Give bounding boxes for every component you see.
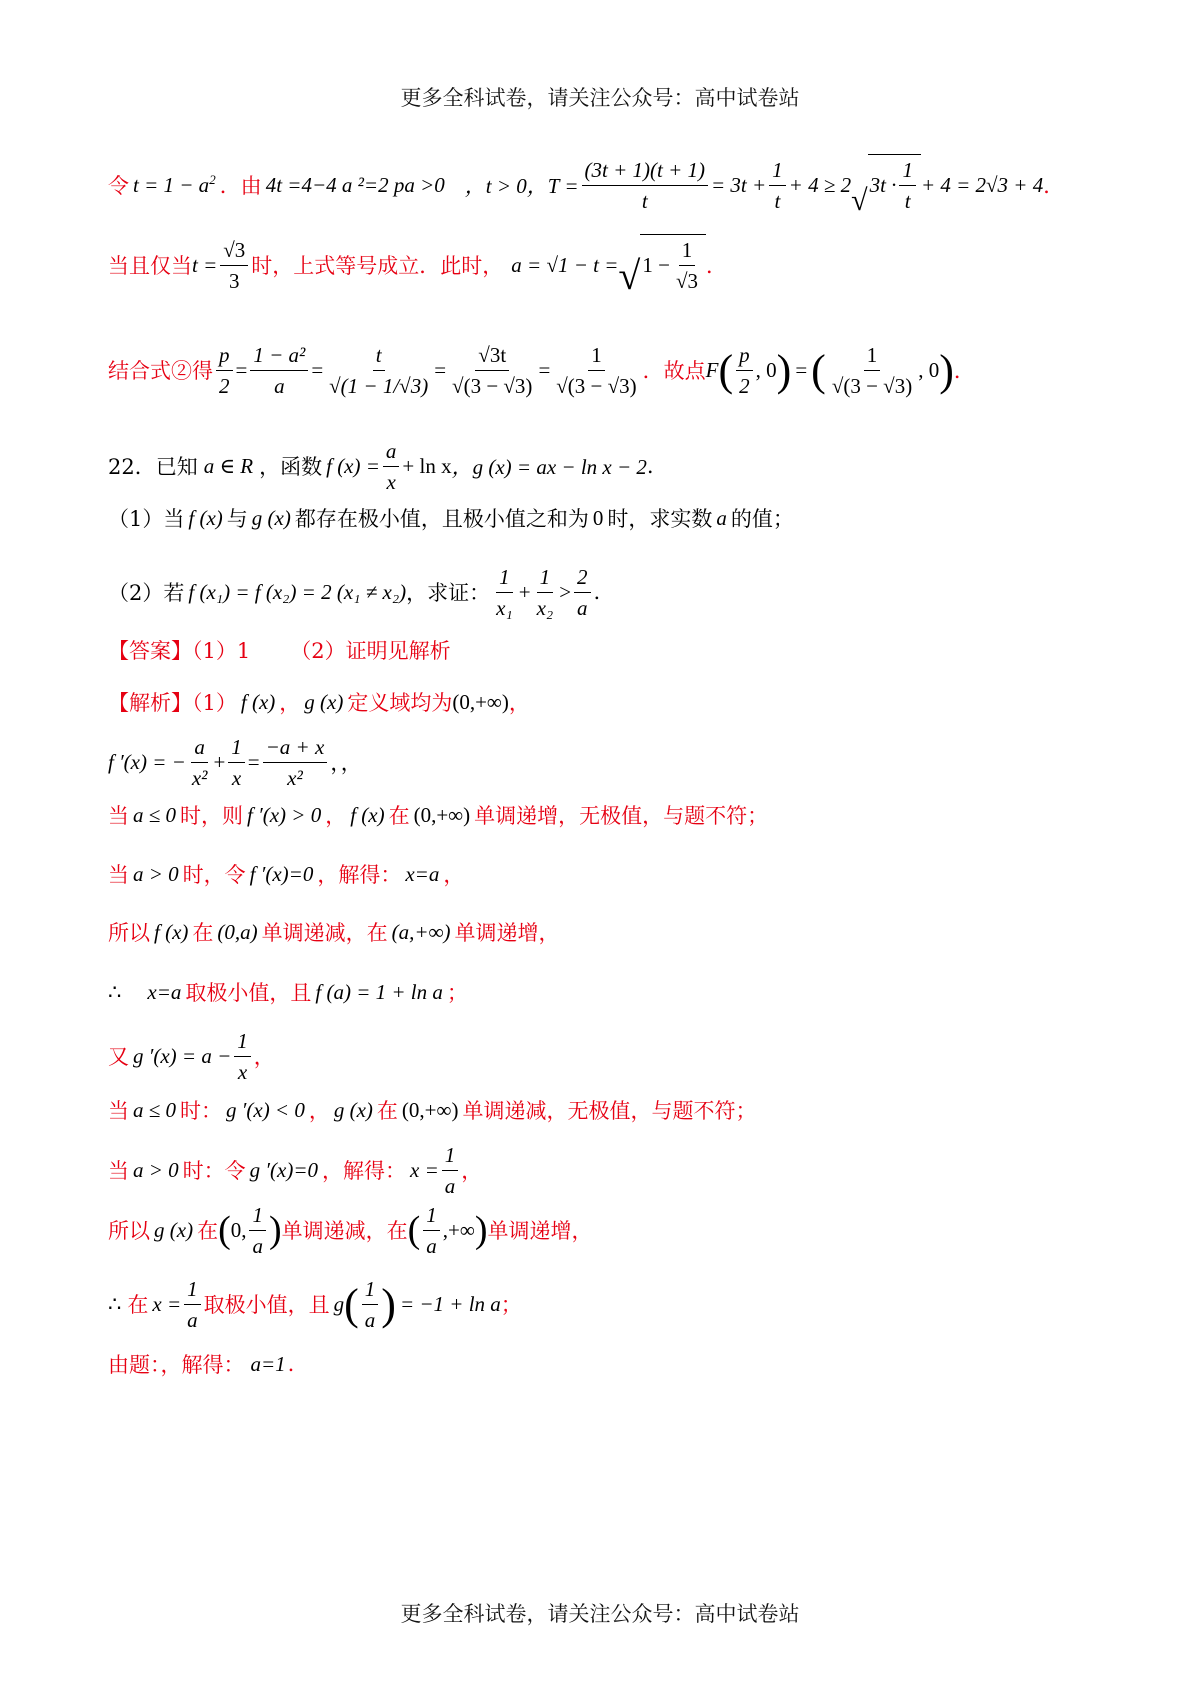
text-segment: 由题：，解得： bbox=[108, 1353, 245, 1377]
text: 时，上式等号成立．此时， bbox=[251, 254, 504, 278]
text-segment: a=1 bbox=[250, 1351, 286, 1376]
text: ．故点 bbox=[642, 359, 706, 383]
text-segment: 1 bbox=[362, 1274, 379, 1305]
text-segment: 单调递减，无极值，与题不符； bbox=[462, 1099, 757, 1123]
analysis-monotonic-f bbox=[108, 914, 1140, 950]
text-segment: 时，求实数 bbox=[607, 507, 713, 531]
text-segment: 当 bbox=[108, 1159, 129, 1183]
sqrt-expression: √ 3t · $\frac{1}{t}$ bbox=[851, 154, 921, 216]
text-segment: ， bbox=[325, 804, 347, 828]
text-segment: 1 bbox=[588, 340, 605, 371]
math: a = √1 − t = bbox=[511, 252, 619, 277]
text-segment: x=a bbox=[405, 861, 440, 886]
text-segment: 取极小值，且 bbox=[203, 1293, 330, 1317]
text-segment: x bbox=[237, 1059, 248, 1084]
text-segment: 1 bbox=[249, 1200, 266, 1231]
solution-line-focus: 结合式②得 $\frac{p}{2}$ = $\frac{\text{1 − a²}}{a}$ = $\frac{t}{√(1 - 1/√3)}$ = $\frac{√3t}{√(3 - √3)}$ = $\frac{1}{√(3 - √3)}$ ．故点 F ( $\frac{p}{2}$ , 0 ) = ( $\frac{1}{√(3 - √3)}$ , 0 ) ． bbox=[108, 325, 1140, 415]
text-segment: 所以 bbox=[108, 921, 150, 945]
text-segment: 当 bbox=[108, 863, 129, 887]
text-segment: 0 bbox=[592, 505, 604, 530]
text-segment: a bbox=[191, 732, 208, 763]
text-segment: 时：令 bbox=[182, 1159, 246, 1183]
text-segment: ，， bbox=[330, 751, 362, 775]
analysis-line-domain bbox=[108, 684, 1140, 720]
text-segment: f (x) bbox=[350, 802, 385, 827]
question-22-part1 bbox=[108, 500, 1140, 536]
fraction bbox=[829, 340, 915, 401]
math: + 4 ≥ 2 bbox=[788, 172, 852, 197]
math-t-def: $t = 1 - a^2$ bbox=[133, 172, 216, 197]
sqrt-expression: √ 1 − $\frac{1}{√3}$ bbox=[618, 234, 706, 296]
math-condition: 4t =4−4 a ²=2 pa >0 bbox=[265, 172, 445, 197]
text-segment: a bbox=[426, 1233, 437, 1258]
text: ，函数 bbox=[259, 455, 323, 479]
text-segment: > bbox=[559, 579, 572, 604]
text-segment: = −1 + ln a bbox=[399, 1291, 501, 1316]
text: 当且仅当 bbox=[108, 254, 192, 278]
text-segment: 在 bbox=[192, 921, 214, 945]
text-segment: 所以 bbox=[108, 1219, 150, 1243]
text-segment: x bbox=[231, 765, 242, 790]
text-segment: 时，则 bbox=[180, 804, 244, 828]
text-segment: √(3 − √3) bbox=[452, 373, 533, 398]
text-segment: √(1 − 1/√3) bbox=[329, 373, 429, 398]
derivative-g bbox=[108, 1024, 1140, 1088]
text-segment: a > 0 bbox=[133, 861, 179, 886]
fraction bbox=[216, 340, 233, 401]
text-segment: x₂ bbox=[536, 595, 554, 620]
text-segment: 的值； bbox=[730, 507, 794, 531]
text-segment: (0,+∞) bbox=[401, 1097, 459, 1122]
text-segment: = bbox=[247, 749, 260, 774]
text-segment: t bbox=[774, 188, 781, 213]
text-segment: t = 1 − a bbox=[133, 173, 210, 197]
text-segment: 当 bbox=[108, 804, 129, 828]
text-segment: (a,+∞) bbox=[391, 919, 451, 944]
text-segment: 取极小值，且 bbox=[185, 981, 312, 1005]
text-segment: a ≤ 0 bbox=[133, 802, 177, 827]
analysis-monotonic-g: 所以 g (x) 在 ( 0, $\frac{1}{a}$ ) 单调递减，在 ( $\frac{1}{a}$ ,+∞ ) 单调递增， bbox=[108, 1200, 1140, 1260]
solution-line-equality bbox=[108, 232, 1140, 298]
text-segment: . bbox=[287, 1352, 295, 1376]
text-segment: 1 bbox=[228, 732, 245, 763]
analysis-min-g: ∴ 在 x = $\frac{1}{a}$ 取极小值，且 g ( $\frac{1}{a}$ ) = −1 + ln a ； bbox=[108, 1272, 1140, 1336]
text-segment: 单调递减，在 bbox=[281, 1219, 408, 1243]
text-segment: a > 0 bbox=[133, 1157, 179, 1182]
math: a ∈ R bbox=[203, 453, 254, 478]
question-22-part2: （2）若 f (x₁) = f (x₂) = 2 (x₁ ≠ x₂) ，求证： $\frac{1}{\text{x₁}}$ + $\frac{1}{\text{x₂}}$ > $\frac{2}{a}$ . bbox=[108, 560, 1140, 624]
math: f (x) = bbox=[326, 453, 380, 478]
fraction bbox=[326, 340, 431, 401]
text-segment: g bbox=[333, 1291, 345, 1316]
text-segment: 1 bbox=[899, 155, 916, 186]
text-segment: 在 bbox=[127, 1293, 149, 1317]
text: 22．已知 bbox=[108, 455, 198, 479]
page-footer: 更多全科试卷，请关注公众号：高中试卷站 bbox=[400, 1602, 800, 1626]
text: ． bbox=[706, 254, 727, 278]
text-segment: ； bbox=[500, 1293, 522, 1317]
text-segment: g (x) bbox=[333, 1097, 373, 1122]
text: 令 bbox=[108, 174, 129, 198]
fraction bbox=[383, 436, 400, 497]
text-segment: 单调递减，在 bbox=[261, 921, 388, 945]
fraction bbox=[769, 155, 786, 216]
math: t = bbox=[192, 252, 218, 277]
analysis-min-f bbox=[108, 974, 1140, 1010]
text-segment: (3t + 1)(t + 1) bbox=[582, 155, 708, 186]
text-segment: . bbox=[593, 580, 601, 604]
text-segment: , 0 bbox=[918, 357, 940, 382]
fraction bbox=[736, 340, 753, 401]
text-segment: g (x) bbox=[251, 505, 291, 530]
text-segment: 1 − bbox=[642, 253, 670, 277]
text-segment: 1 − a² bbox=[250, 340, 308, 371]
text-segment: 3 bbox=[229, 268, 240, 293]
text-segment: a bbox=[444, 1173, 456, 1198]
text-segment: ∴ bbox=[108, 1291, 122, 1316]
text-segment: ，解得： bbox=[317, 863, 402, 887]
text-segment: 定义域均为 bbox=[347, 691, 453, 715]
text-segment: 0, bbox=[230, 1217, 247, 1242]
text-segment: g (x) bbox=[304, 689, 344, 714]
text-segment: g ′(x) = a − bbox=[133, 1043, 232, 1068]
text-segment: ， bbox=[308, 1099, 330, 1123]
text-segment: f (x) bbox=[240, 689, 276, 714]
text-segment: （2）若 bbox=[108, 581, 185, 605]
math-result: + 4 = 2√3 + 4 bbox=[920, 172, 1044, 197]
text-segment: x = bbox=[410, 1157, 439, 1182]
text-segment: 当 bbox=[108, 1099, 129, 1123]
text-segment: （1）当 bbox=[108, 507, 185, 531]
analysis-case-a-nonpositive-g bbox=[108, 1092, 1140, 1128]
text-segment: a bbox=[577, 595, 588, 620]
text-segment: f (x) bbox=[154, 919, 189, 944]
text: ．由 bbox=[219, 174, 262, 198]
text-segment: f (a) = 1 + ln a bbox=[315, 979, 443, 1004]
text: ． bbox=[1043, 174, 1065, 198]
text-segment: a bbox=[716, 505, 727, 530]
text-segment: p bbox=[216, 340, 233, 371]
text-segment: 在 bbox=[197, 1219, 219, 1243]
text-segment: g ′(x)=0 bbox=[249, 1157, 318, 1182]
text-segment: f ′(x) > 0 bbox=[247, 802, 322, 827]
answer-part2: （2）证明见解析 bbox=[290, 639, 451, 663]
text-segment: a bbox=[364, 1307, 376, 1332]
solution-line-t-substitution bbox=[108, 155, 1140, 215]
text-segment: 时： bbox=[180, 1099, 223, 1123]
text-segment: ，求证： bbox=[406, 581, 491, 605]
text-segment: x = bbox=[152, 1291, 182, 1316]
text-segment: (0,a) bbox=[217, 919, 258, 944]
text-segment: (0,+∞) bbox=[413, 802, 471, 827]
fraction bbox=[220, 235, 248, 296]
text-segment: = bbox=[795, 357, 808, 382]
text: 结合式②得 bbox=[108, 359, 213, 383]
text-segment: (0,+∞) bbox=[452, 689, 509, 714]
text-segment: x₁ bbox=[496, 595, 513, 620]
text-segment: f ′(x)=0 bbox=[249, 861, 314, 886]
analysis-case-a-positive-g bbox=[108, 1142, 1140, 1198]
math: = 3t + bbox=[710, 172, 767, 197]
text-segment: √(3 − √3) bbox=[556, 373, 637, 398]
text-segment: x² bbox=[287, 765, 303, 790]
text-segment: a bbox=[383, 436, 400, 467]
text-segment: 2 bbox=[219, 373, 230, 398]
text-segment: 与 bbox=[226, 507, 248, 531]
text-segment: √(3 − √3) bbox=[831, 373, 913, 398]
text-segment: x² bbox=[191, 765, 208, 790]
text-segment: ， bbox=[461, 1159, 483, 1183]
text-segment: ， bbox=[443, 863, 465, 887]
text-segment: 都存在极小值，且极小值之和为 bbox=[294, 507, 589, 531]
text-segment: 单调递增， bbox=[454, 921, 560, 945]
text-segment: √3 bbox=[675, 269, 698, 293]
text-segment: 1 bbox=[442, 1140, 459, 1171]
analysis-case-a-nonpositive-f bbox=[108, 797, 1140, 833]
fraction-T bbox=[582, 155, 708, 216]
text-segment: ； bbox=[446, 981, 468, 1005]
text-segment: 在 bbox=[376, 1099, 398, 1123]
text-segment: 1 bbox=[769, 155, 786, 186]
text-segment: x bbox=[386, 469, 396, 494]
answer-label: 【答案】（1）1 bbox=[108, 639, 251, 663]
text-segment: 1 bbox=[679, 235, 696, 266]
fraction bbox=[250, 340, 308, 401]
fraction bbox=[553, 340, 639, 401]
text-segment: 1 bbox=[184, 1274, 201, 1305]
text-segment: ,+∞ bbox=[442, 1217, 475, 1242]
text-segment: √3 bbox=[220, 235, 248, 266]
text-segment: t bbox=[641, 188, 648, 213]
text-segment: ， bbox=[253, 1045, 275, 1069]
text-segment: 1 bbox=[496, 562, 513, 593]
answer-line bbox=[108, 632, 1140, 668]
text-segment: 2 bbox=[574, 562, 591, 593]
fraction bbox=[449, 340, 535, 401]
text-segment: a bbox=[187, 1307, 198, 1332]
text-segment: 单调递增， bbox=[487, 1219, 593, 1243]
text-segment: g ′(x) < 0 bbox=[226, 1097, 305, 1122]
analysis-result bbox=[108, 1346, 1140, 1382]
text-segment: g (x) bbox=[154, 1217, 194, 1242]
text-segment: + bbox=[213, 749, 226, 774]
text-segment: a ≤ 0 bbox=[133, 1097, 177, 1122]
text-segment: 2 bbox=[739, 373, 750, 398]
page-header: 更多全科试卷，请关注公众号：高中试卷站 bbox=[400, 86, 800, 110]
text-segment: √3t bbox=[475, 340, 509, 371]
text-segment: f (x₁) = f (x₂) = 2 (x₁ ≠ x₂) bbox=[188, 579, 407, 604]
text-segment: , 0 bbox=[755, 357, 777, 382]
text-segment: 在 bbox=[388, 804, 410, 828]
question-22-stem bbox=[108, 436, 1140, 496]
text-segment: 时，令 bbox=[182, 863, 246, 887]
math: ，g (x) = ax − ln x − 2 bbox=[451, 455, 647, 479]
text-segment: x=a bbox=[147, 979, 182, 1004]
math: F bbox=[705, 357, 719, 382]
text-segment: ，解得： bbox=[322, 1159, 406, 1183]
math-t-positive: ，t > 0，T = bbox=[464, 174, 579, 198]
text-segment: 1 bbox=[234, 1026, 251, 1057]
analysis-label: 【解析】（1） bbox=[108, 691, 237, 715]
text-segment: ， bbox=[508, 691, 530, 715]
text-segment: t bbox=[373, 340, 385, 371]
text-segment: t bbox=[904, 189, 911, 213]
text-segment: 又 bbox=[108, 1045, 129, 1069]
text: . bbox=[646, 454, 654, 478]
text: ． bbox=[953, 359, 975, 383]
text-segment: 1 bbox=[537, 562, 554, 593]
text-segment: a bbox=[252, 1233, 263, 1258]
text-segment: f ′(x) = − bbox=[108, 749, 186, 774]
text-segment: ， bbox=[279, 691, 301, 715]
text-segment: a bbox=[274, 373, 285, 398]
text-segment: 1 bbox=[864, 340, 881, 371]
analysis-case-a-positive-f bbox=[108, 856, 1140, 892]
derivative-f bbox=[108, 730, 1140, 794]
text-segment: 1 bbox=[423, 1200, 440, 1231]
text-segment: ∴ bbox=[108, 979, 122, 1004]
text-segment: p bbox=[736, 340, 753, 371]
math: + ln x bbox=[402, 453, 452, 478]
text-segment: −a + x bbox=[263, 732, 328, 763]
text-segment: 3t · bbox=[869, 173, 897, 197]
text-segment: f (x) bbox=[188, 505, 223, 530]
text-segment: 单调递增，无极值，与题不符； bbox=[474, 804, 769, 828]
